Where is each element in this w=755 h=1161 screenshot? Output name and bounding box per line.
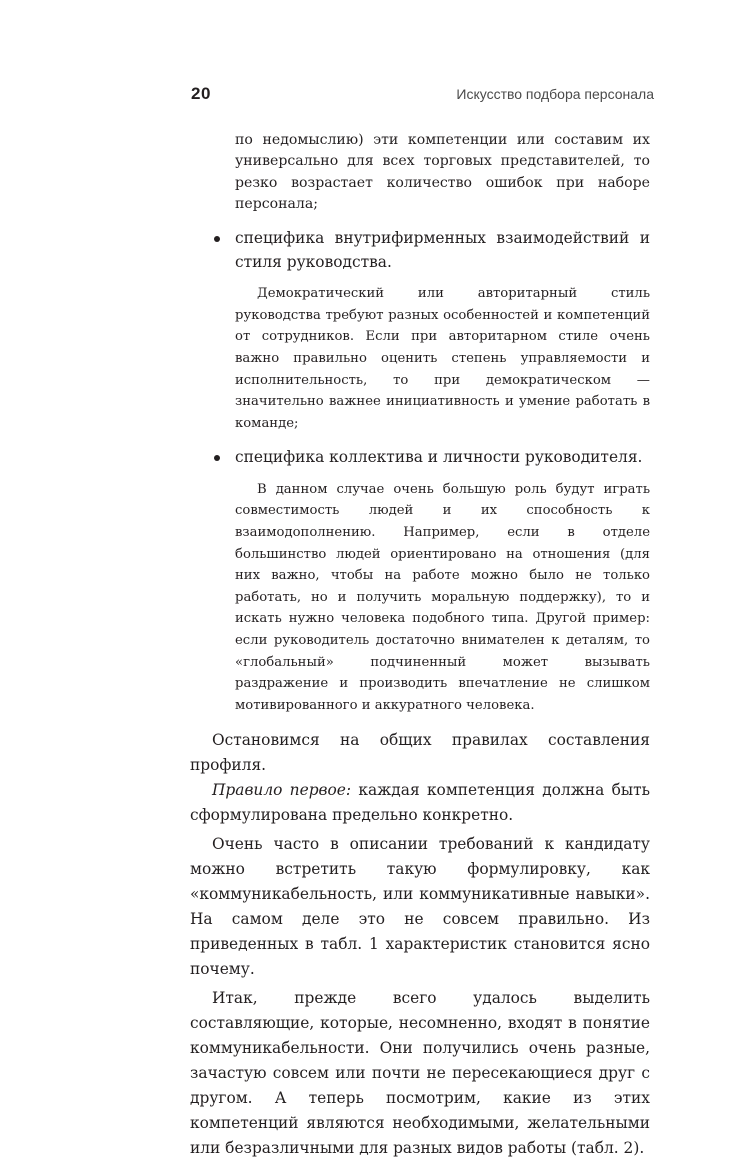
- rule-paragraph: [190, 778, 650, 828]
- bullet-explanation: В данном случае очень большую роль будут играть совместимость людей и их способность к взаимодополнению. Например, если в отделе большинство людей ориентировано на отношения (для них важно, чтобы на работе можно было не только работать, но и получить моральную поддержку), то и искать нужно человека подобного типа. Другой пример: если руководитель достаточно внимателен к деталям, то «глобальный» подчиненный может вызывать раздражение и производить впечатление не слишком мотивированного и аккуратного человека.: [235, 481, 650, 713]
- bullet-item: [235, 227, 650, 274]
- running-header-title: Искусство подбора персонала: [456, 86, 654, 102]
- page-body: [190, 130, 650, 1161]
- body-paragraph: Итак, прежде всего удалось выделить составляющие, которые, несомненно, входят в понятие коммуникабельности. Они получились очень разные, зачастую совсем или почти не пересекающиеся друг с другом. А теперь посмотрим, какие из этих компетенций являются необходимыми, желательными или безразличными для разных видов работы (табл. 2).: [190, 989, 650, 1158]
- body-paragraph: Остановимся на общих правилах составления профиля.: [190, 731, 650, 775]
- page-number: 20: [191, 84, 211, 103]
- bullet-dot-icon: [214, 455, 220, 461]
- rule-label: Правило первое:: [212, 781, 352, 800]
- bullet-text: специфика коллектива и личности руководителя.: [235, 448, 643, 467]
- bullet-explanation: Демократический или авторитарный стиль руководства требуют разных особенностей и компетенций от сотрудников. Если при авторитарном стиле очень важно правильно оценить степень управляемости и исполнительность, то при демократическом — значительно важнее инициативность и умение работать в команде;: [235, 286, 650, 431]
- bullet-item: [235, 446, 650, 470]
- rule-text: каждая компетенция должна быть сформулирована предельно конкретно.: [190, 781, 650, 825]
- bullet-dot-icon: [214, 236, 220, 242]
- continuation-paragraph: по недомыслию) эти компетенции или составим их универсально для всех торговых представителей, то резко возрастает количество ошибок при наборе персонала;: [235, 132, 650, 212]
- body-paragraph: Очень часто в описании требований к кандидату можно встретить такую формулировку, как «коммуникабельность, или коммуникативные навыки». На самом деле это не совсем правильно. Из приведенных в табл. 1 характеристик становится ясно почему.: [190, 835, 650, 979]
- bullet-text: специфика внутрифирменных взаимодействий и стиля руководства.: [235, 229, 650, 271]
